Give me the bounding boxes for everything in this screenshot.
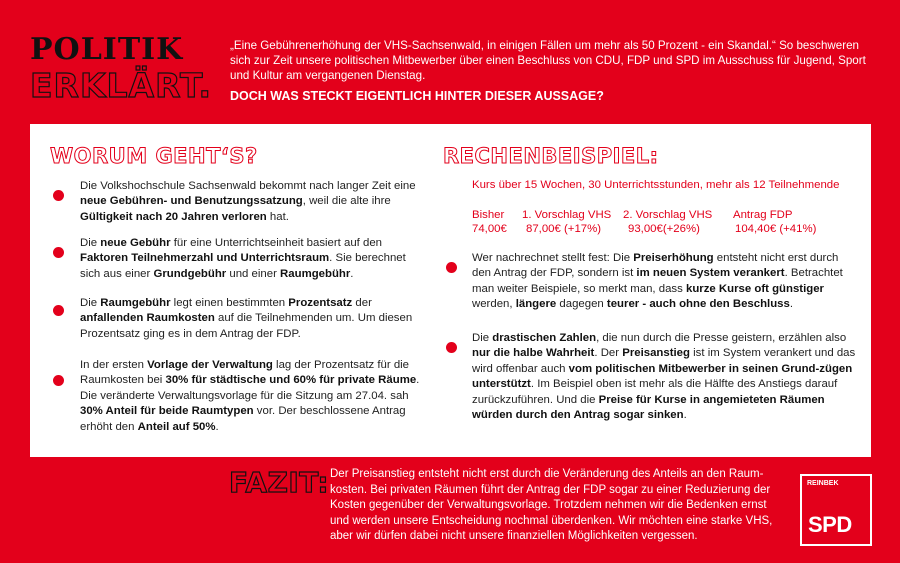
bullet-dot [53, 375, 64, 386]
table-header-bisher: Bisher [472, 209, 505, 221]
table-value-vorschlag2: 93,00€(+26%) [628, 223, 700, 235]
bullet-dot [446, 262, 457, 273]
table-value-antrag: 104,40€ (+41%) [735, 223, 817, 235]
table-value-bisher: 74,00€ [472, 223, 507, 235]
intro-quote: „Eine Gebührenerhöhung der VHS-Sachsenwald, in einigen Fällen um mehr als 50 Prozent - ein Skandal.“ So beschweren sich zur Zeit unsere politischen Mitbewerber über einen Beschluss von CDU, FDP und SPD im Ausschuss für Jugend, Sport und Kultur am vergangenen Dienstag. [230, 39, 866, 82]
fazit-text: Der Preisanstieg entsteht nicht erst durch die Veränderung des Anteils an den Raum-kosten. Bei privaten Räumen führt der Antrag der FDP sogar zu einer Reduzierung der Kosten gegenüber der Verwaltungsvorlage. Trotzdem nehmen wir die Bedenken ernst und werden unsere Entscheidung nochmal überdenken. Wir möchten eine starke VHS, aber wir dürfen dabei nicht unsere finanziellen Möglichkeiten vergessen. [330, 468, 773, 542]
logo-erklaert: ERKLÄRT. [30, 66, 213, 105]
question-heading: DOCH WAS STECKT EIGENTLICH HINTER DIESER AUSSAGE? [230, 89, 604, 103]
content-card [30, 124, 871, 457]
example-caption: Kurs über 15 Wochen, 30 Unterrichtsstunden, mehr als 12 Teilnehmende [472, 179, 840, 191]
spd-logo [800, 474, 872, 546]
bullet-dot [53, 247, 64, 258]
logo-politik: POLITIK [30, 32, 184, 67]
left-title: WORUM GEHT‘S? [50, 144, 258, 168]
right-paragraph-2: Die drastischen Zahlen, die nun durch die Presse geistern, erzählen also nur die halbe Wahrheit. Der Preisanstieg ist im System verankert und das wird offenbar auch vom politischen Mitbewerber in seinen Grund-zügen unterstützt. Im Beispiel oben ist mehr als die Hälfte des Anstiegs darauf zurückzuführen. Und die Preise für Kurse in angemieteten Räumen würden durch den Antrag sogar sinken. [472, 332, 856, 422]
bullet-dot [53, 305, 64, 316]
right-title: RECHENBEISPIEL: [443, 144, 659, 168]
spd-logo-party: SPD [808, 512, 852, 537]
table-header-vorschlag2: 2. Vorschlag VHS [623, 209, 713, 221]
table-value-vorschlag1: 87,00€ (+17%) [526, 223, 602, 235]
bullet-dot [446, 342, 457, 353]
table-header-vorschlag1: 1. Vorschlag VHS [522, 209, 612, 221]
fazit-title: FAZIT: [229, 466, 330, 499]
left-paragraph-2: Die neue Gebühr für eine Unterrichtseinheit basiert auf den Faktoren Teilnehmerzahl und Unterrichtsraum. Sie berechnet sich aus einer Grundgebühr und einer Raumgebühr. [80, 237, 406, 280]
right-paragraph-1: Wer nachrechnet stellt fest: Die Preiserhöhung entsteht nicht erst durch den Antrag der FDP, sondern ist im neuen System verankert. Betrachtet man weiter Beispiele, so merkt man, dass kurze Kurse oft günstiger werden, längere dagegen teurer - auch ohne den Beschluss. [472, 252, 843, 311]
left-paragraph-3: Die Raumgebühr legt einen bestimmten Prozentsatz der anfallenden Raumkosten auf die Teilnehmenden um. Um diesen Prozentsatz ging es in dem Antrag der FDP. [80, 297, 413, 340]
left-paragraph-1: Die Volkshochschule Sachsenwald bekommt nach langer Zeit eine neue Gebühren- und Benutzungssatzung, weil die alte ihre Gültigkeit nach 20 Jahren verloren hat. [80, 180, 416, 223]
left-paragraph-4: In der ersten Vorlage der Verwaltung lag der Prozentsatz für die Raumkosten bei 30% für städtische und 60% für private Räume. Die veränderte Verwaltungsvorlage für die Sitzung am 27.04. sah 30% Anteil für beide Raumtypen vor. Der beschlossene Antrag erhöht den Anteil auf 50%. [80, 359, 420, 433]
bullet-dot [53, 190, 64, 201]
table-header-antrag: Antrag FDP [733, 209, 793, 221]
spd-logo-place: REINBEK [807, 480, 839, 487]
